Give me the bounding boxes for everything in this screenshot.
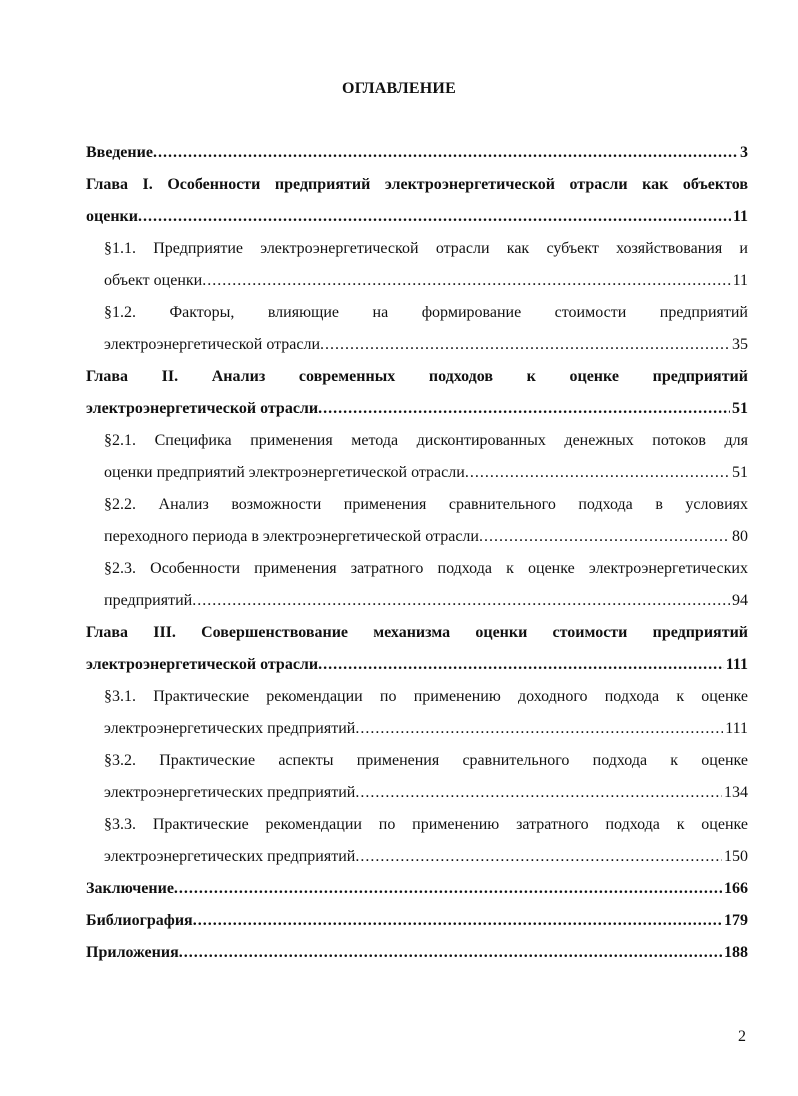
dot-leader [318, 649, 724, 681]
toc-entry-title-line: Глава I. Особенности предприятий электроэнергетической отрасли как объектов [86, 176, 748, 193]
toc-page-number: 188 [724, 944, 748, 961]
toc-leader-line [86, 137, 748, 169]
dot-leader [355, 777, 722, 809]
toc-entry-chapter-2[interactable] [86, 361, 748, 425]
toc-leader-line [104, 457, 748, 489]
toc-leader-line [86, 905, 748, 937]
toc-page-number: 111 [725, 720, 748, 737]
toc-entry-section-3-2[interactable] [104, 745, 748, 809]
dot-leader [192, 585, 730, 617]
toc-leader-line [86, 201, 748, 233]
dot-leader [138, 201, 731, 233]
toc-entry-title-line: Глава III. Совершенствование механизма оценки стоимости предприятий [86, 624, 748, 641]
toc-entry-text: электроэнергетической отрасли [104, 336, 321, 353]
toc-page-number: 11 [732, 208, 748, 225]
toc-entry-appendices[interactable] [86, 937, 748, 969]
toc-entry-text: электроэнергетических предприятий [104, 720, 356, 737]
toc-entry-chapter-1[interactable] [86, 169, 748, 233]
toc-entry-section-1-2[interactable] [104, 297, 748, 361]
dot-leader [193, 905, 722, 937]
toc-entry-title-line: §3.1. Практические рекомендации по применению доходного подхода к оценке [104, 688, 748, 705]
dot-leader [179, 937, 722, 969]
toc-entry-title-line: §3.2. Практические аспекты применения сравнительного подхода к оценке [104, 752, 748, 769]
toc-entry-title-line: §2.2. Анализ возможности применения сравнительного подхода в условиях [104, 496, 748, 513]
toc-page-number: 179 [724, 912, 748, 929]
dot-leader [355, 841, 722, 873]
toc-entry-text: электроэнергетических предприятий [104, 784, 356, 801]
toc-entry-section-3-3[interactable] [104, 809, 748, 873]
dot-leader [465, 457, 730, 489]
toc-entry-text: объект оценки [104, 272, 203, 289]
toc-entry-text: Введение [86, 144, 153, 161]
toc-leader-line [104, 521, 748, 553]
toc-leader-line [86, 649, 748, 681]
toc-leader-line [86, 873, 748, 905]
toc-leader-line [104, 777, 748, 809]
toc-leader-line [104, 265, 748, 297]
toc-entry-chapter-3[interactable] [86, 617, 748, 681]
toc-entry-bibliography[interactable] [86, 905, 748, 937]
toc-page-number: 94 [732, 592, 748, 609]
toc-leader-line [104, 585, 748, 617]
toc-entry-text: Библиография [86, 912, 193, 929]
dot-leader [174, 873, 722, 905]
toc-entry-title-line: §2.1. Специфика применения метода дисконтированных денежных потоков для [104, 432, 748, 449]
toc-leader-line [104, 713, 748, 745]
dot-leader [355, 713, 723, 745]
table-of-contents [86, 137, 748, 969]
toc-page-number: 51 [732, 464, 748, 481]
toc-leader-line [86, 937, 748, 969]
dot-leader [479, 521, 730, 553]
toc-entry-section-2-2[interactable] [104, 489, 748, 553]
toc-entry-text: предприятий [104, 592, 193, 609]
toc-page-number: 35 [732, 336, 748, 353]
toc-page-number: 134 [724, 784, 748, 801]
toc-entry-text: электроэнергетических предприятий [104, 848, 356, 865]
toc-entry-section-1-1[interactable] [104, 233, 748, 297]
toc-entry-conclusion[interactable] [86, 873, 748, 905]
toc-page-number: 111 [725, 656, 748, 673]
dot-leader [318, 393, 730, 425]
toc-page-number: 3 [740, 144, 748, 161]
toc-entry-section-3-1[interactable] [104, 681, 748, 745]
toc-entry-title-line: Глава II. Анализ современных подходов к оценке предприятий [86, 368, 748, 385]
toc-entry-section-2-3[interactable] [104, 553, 748, 617]
toc-entry-text: Заключение [86, 880, 174, 897]
toc-entry-text: оценки предприятий электроэнергетической отрасли [104, 464, 465, 481]
toc-entry-title-line: §1.1. Предприятие электроэнергетической отрасли как субъект хозяйствования и [104, 240, 748, 257]
toc-entry-introduction[interactable] [86, 137, 748, 169]
page-title: ОГЛАВЛЕНИЕ [342, 80, 456, 97]
toc-page-number: 11 [732, 272, 748, 289]
dot-leader [153, 137, 738, 169]
toc-entry-title-line: §3.3. Практические рекомендации по применению затратного подхода к оценке [104, 816, 748, 833]
toc-page-number: 150 [724, 848, 748, 865]
toc-entry-title-line: §1.2. Факторы, влияющие на формирование стоимости предприятий [104, 304, 748, 321]
toc-entry-title-line: §2.3. Особенности применения затратного подхода к оценке электроэнергетических [104, 560, 748, 577]
page-number: 2 [738, 1028, 746, 1045]
toc-leader-line [86, 393, 748, 425]
dot-leader [320, 329, 730, 361]
toc-entry-text: электроэнергетической отрасли [86, 656, 319, 673]
toc-page-number: 80 [732, 528, 748, 545]
toc-entry-text: Приложения [86, 944, 179, 961]
toc-entry-text: электроэнергетической отрасли [86, 400, 319, 417]
toc-page-number: 166 [724, 880, 748, 897]
toc-leader-line [104, 841, 748, 873]
toc-entry-text: переходного периода в электроэнергетической отрасли [104, 528, 479, 545]
toc-entry-section-2-1[interactable] [104, 425, 748, 489]
dot-leader [202, 265, 730, 297]
toc-page-number: 51 [732, 400, 748, 417]
toc-leader-line [104, 329, 748, 361]
toc-entry-text: оценки [86, 208, 138, 225]
